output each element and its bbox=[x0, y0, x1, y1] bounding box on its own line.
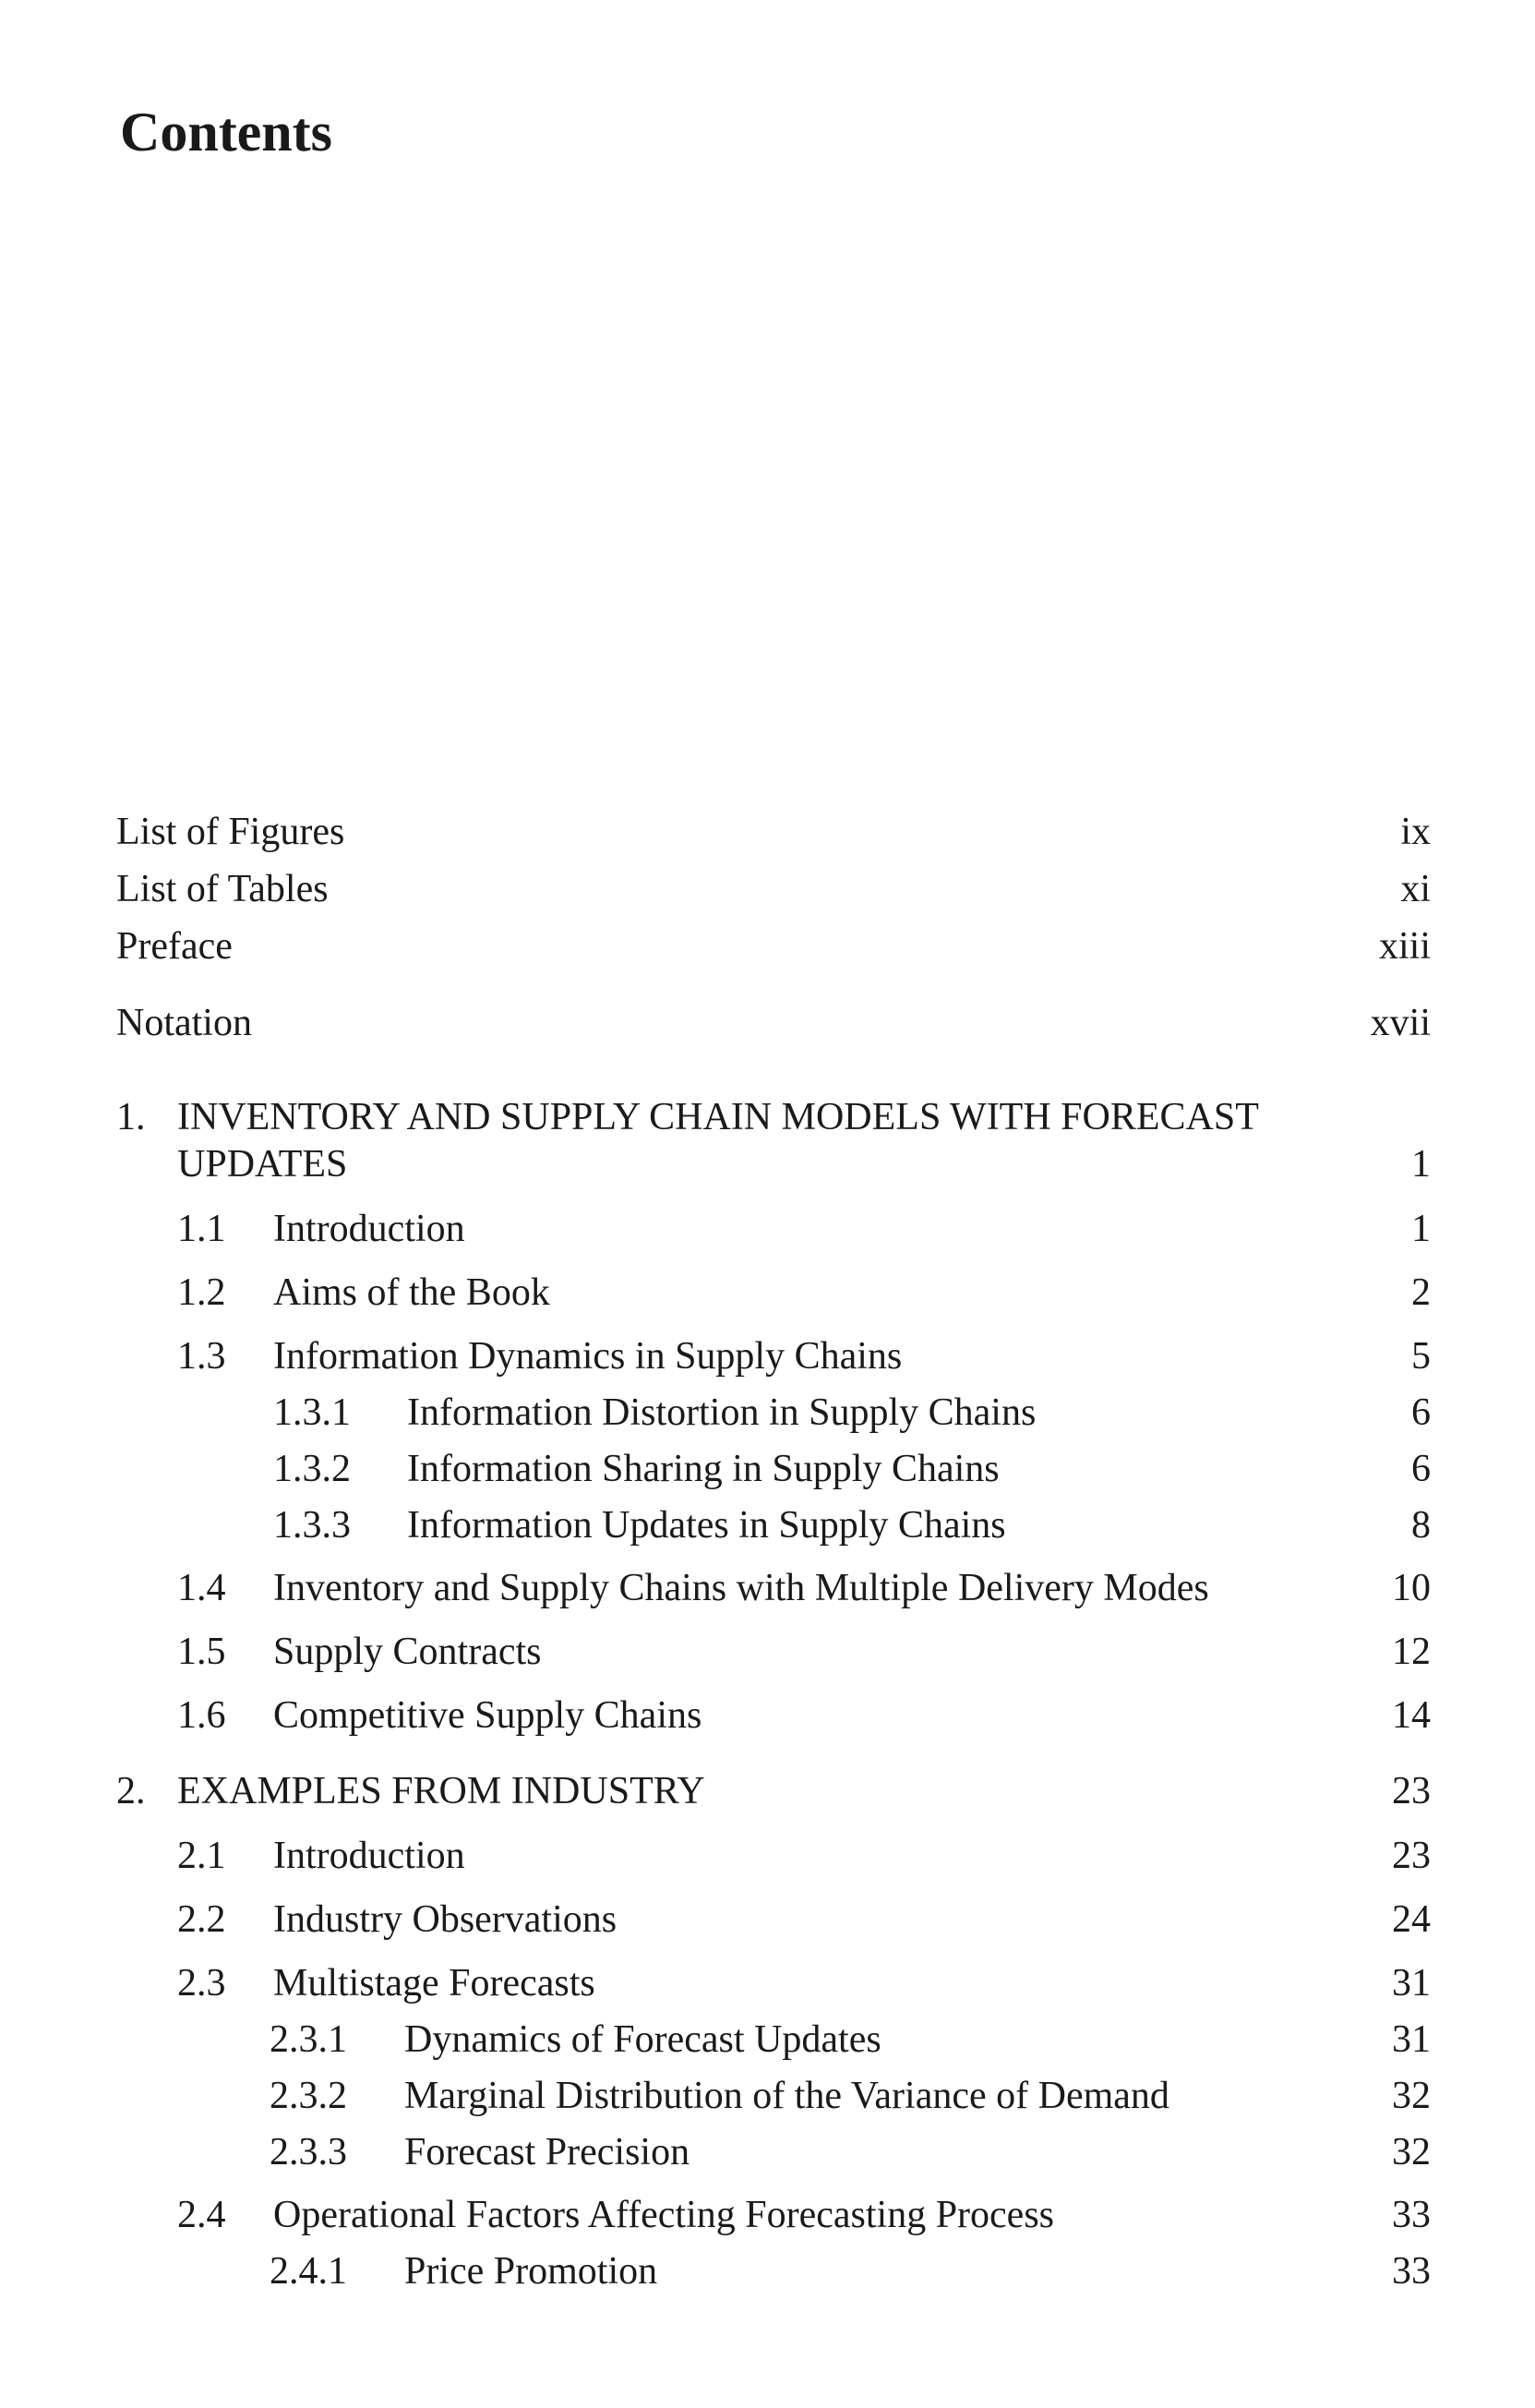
toc-section-1-2[interactable] bbox=[0, 1267, 1535, 1318]
toc-subsection-label: Price Promotion bbox=[404, 2250, 658, 2293]
toc-page-number: 10 bbox=[1392, 1567, 1431, 1609]
toc-entry-label: List of Figures bbox=[116, 811, 345, 853]
toc-entry-notation[interactable] bbox=[0, 997, 1535, 1049]
toc-entry-preface[interactable] bbox=[0, 921, 1535, 972]
toc-subsection-label: Information Updates in Supply Chains bbox=[407, 1504, 1006, 1547]
toc-section-1-1[interactable] bbox=[0, 1203, 1535, 1255]
toc-entry-list-of-figures[interactable] bbox=[0, 806, 1535, 858]
toc-subsection-label: Marginal Distribution of the Variance of Demand bbox=[404, 2075, 1169, 2117]
toc-section-number: 1.3 bbox=[177, 1335, 226, 1378]
toc-section-label: Supply Contracts bbox=[273, 1631, 542, 1673]
toc-page-number: xi bbox=[1400, 868, 1431, 910]
toc-section-2-2[interactable] bbox=[0, 1894, 1535, 1945]
toc-section-number: 1.5 bbox=[177, 1631, 226, 1673]
toc-section-2-4[interactable] bbox=[0, 2189, 1535, 2241]
toc-subsection-number: 1.3.1 bbox=[273, 1391, 351, 1434]
toc-page-number: 8 bbox=[1411, 1504, 1431, 1547]
toc-page-number: 6 bbox=[1411, 1391, 1431, 1434]
toc-subsection-number: 2.3.1 bbox=[270, 2018, 347, 2061]
toc-chapter-1-title[interactable] bbox=[0, 1091, 1535, 1143]
toc-section-label: Aims of the Book bbox=[273, 1271, 550, 1314]
toc-section-label: Introduction bbox=[273, 1208, 465, 1250]
toc-page-number: 32 bbox=[1392, 2075, 1431, 2117]
page-title: Contents bbox=[120, 102, 333, 163]
toc-subsection-label: Information Distortion in Supply Chains bbox=[407, 1391, 1037, 1434]
toc-section-label: Competitive Supply Chains bbox=[273, 1694, 702, 1737]
toc-subsection-2-4-1[interactable] bbox=[0, 2245, 1535, 2297]
toc-page-number: 2 bbox=[1411, 1271, 1431, 1314]
toc-chapter-title: EXAMPLES FROM INDUSTRY bbox=[177, 1770, 705, 1812]
toc-section-number: 1.2 bbox=[177, 1271, 226, 1314]
toc-section-number: 2.4 bbox=[177, 2194, 226, 2236]
toc-page-number: xvii bbox=[1370, 1002, 1431, 1044]
toc-page-number: 1 bbox=[1411, 1208, 1431, 1250]
toc-subsection-label: Dynamics of Forecast Updates bbox=[404, 2018, 881, 2061]
toc-page-number: 6 bbox=[1411, 1448, 1431, 1490]
toc-section-label: Industry Observations bbox=[273, 1898, 618, 1941]
toc-page-number: 31 bbox=[1392, 2018, 1431, 2061]
toc-chapter-2-title[interactable] bbox=[0, 1765, 1535, 1817]
toc-section-number: 1.4 bbox=[177, 1567, 226, 1609]
toc-subsection-2-3-1[interactable] bbox=[0, 2014, 1535, 2065]
toc-section-2-1[interactable] bbox=[0, 1830, 1535, 1882]
toc-page-number: 14 bbox=[1392, 1694, 1431, 1737]
toc-page-number: 1 bbox=[1411, 1143, 1431, 1186]
toc-chapter-number: 1. bbox=[116, 1096, 146, 1138]
toc-subsection-label: Forecast Precision bbox=[404, 2131, 690, 2173]
toc-entry-label: Notation bbox=[116, 1002, 252, 1044]
toc-section-1-3[interactable] bbox=[0, 1330, 1535, 1382]
toc-subsection-number: 2.4.1 bbox=[270, 2250, 347, 2293]
toc-section-label: Multistage Forecasts bbox=[273, 1962, 595, 2005]
toc-section-label: Information Dynamics in Supply Chains bbox=[273, 1335, 903, 1378]
toc-subsection-1-3-1[interactable] bbox=[0, 1387, 1535, 1439]
toc-section-number: 1.1 bbox=[177, 1208, 226, 1250]
toc-page-number: 33 bbox=[1392, 2250, 1431, 2293]
toc-page-number: 32 bbox=[1392, 2131, 1431, 2173]
toc-chapter-1-title-cont[interactable] bbox=[0, 1138, 1535, 1190]
toc-page-number: 33 bbox=[1392, 2194, 1431, 2236]
toc-entry-list-of-tables[interactable] bbox=[0, 863, 1535, 915]
toc-chapter-title: INVENTORY AND SUPPLY CHAIN MODELS WITH FORECAST bbox=[177, 1096, 1259, 1138]
toc-section-number: 2.2 bbox=[177, 1898, 226, 1941]
toc-section-number: 2.3 bbox=[177, 1962, 226, 2005]
toc-page-number: 5 bbox=[1411, 1335, 1431, 1378]
toc-section-number: 2.1 bbox=[177, 1835, 226, 1877]
toc-subsection-number: 1.3.3 bbox=[273, 1504, 351, 1547]
toc-page-number: xiii bbox=[1378, 925, 1431, 968]
toc-chapter-title-continued: UPDATES bbox=[177, 1143, 348, 1186]
toc-subsection-number: 2.3.3 bbox=[270, 2131, 347, 2173]
toc-section-label: Inventory and Supply Chains with Multiple Delivery Modes bbox=[273, 1567, 1209, 1609]
toc-section-1-6[interactable] bbox=[0, 1690, 1535, 1741]
toc-page-number: 31 bbox=[1392, 1962, 1431, 2005]
toc-page-number: 12 bbox=[1392, 1631, 1431, 1673]
toc-section-label: Introduction bbox=[273, 1835, 465, 1877]
toc-page-number: 23 bbox=[1392, 1835, 1431, 1877]
toc-subsection-label: Information Sharing in Supply Chains bbox=[407, 1448, 1000, 1490]
toc-page-number: 24 bbox=[1392, 1898, 1431, 1941]
toc-section-2-3[interactable] bbox=[0, 1957, 1535, 2009]
toc-subsection-1-3-3[interactable] bbox=[0, 1499, 1535, 1551]
toc-subsection-number: 1.3.2 bbox=[273, 1448, 351, 1490]
toc-subsection-2-3-2[interactable] bbox=[0, 2070, 1535, 2122]
toc-entry-label: List of Tables bbox=[116, 868, 329, 910]
toc-section-number: 1.6 bbox=[177, 1694, 226, 1737]
toc-page-number: ix bbox=[1400, 811, 1431, 853]
toc-section-label: Operational Factors Affecting Forecasting Process bbox=[273, 2194, 1055, 2236]
toc-entry-label: Preface bbox=[116, 925, 233, 968]
toc-subsection-2-3-3[interactable] bbox=[0, 2126, 1535, 2178]
toc-subsection-1-3-2[interactable] bbox=[0, 1443, 1535, 1495]
toc-page-number: 23 bbox=[1392, 1770, 1431, 1812]
toc-section-1-4[interactable] bbox=[0, 1562, 1535, 1614]
toc-chapter-number: 2. bbox=[116, 1770, 146, 1812]
toc-section-1-5[interactable] bbox=[0, 1626, 1535, 1678]
toc-subsection-number: 2.3.2 bbox=[270, 2075, 347, 2117]
